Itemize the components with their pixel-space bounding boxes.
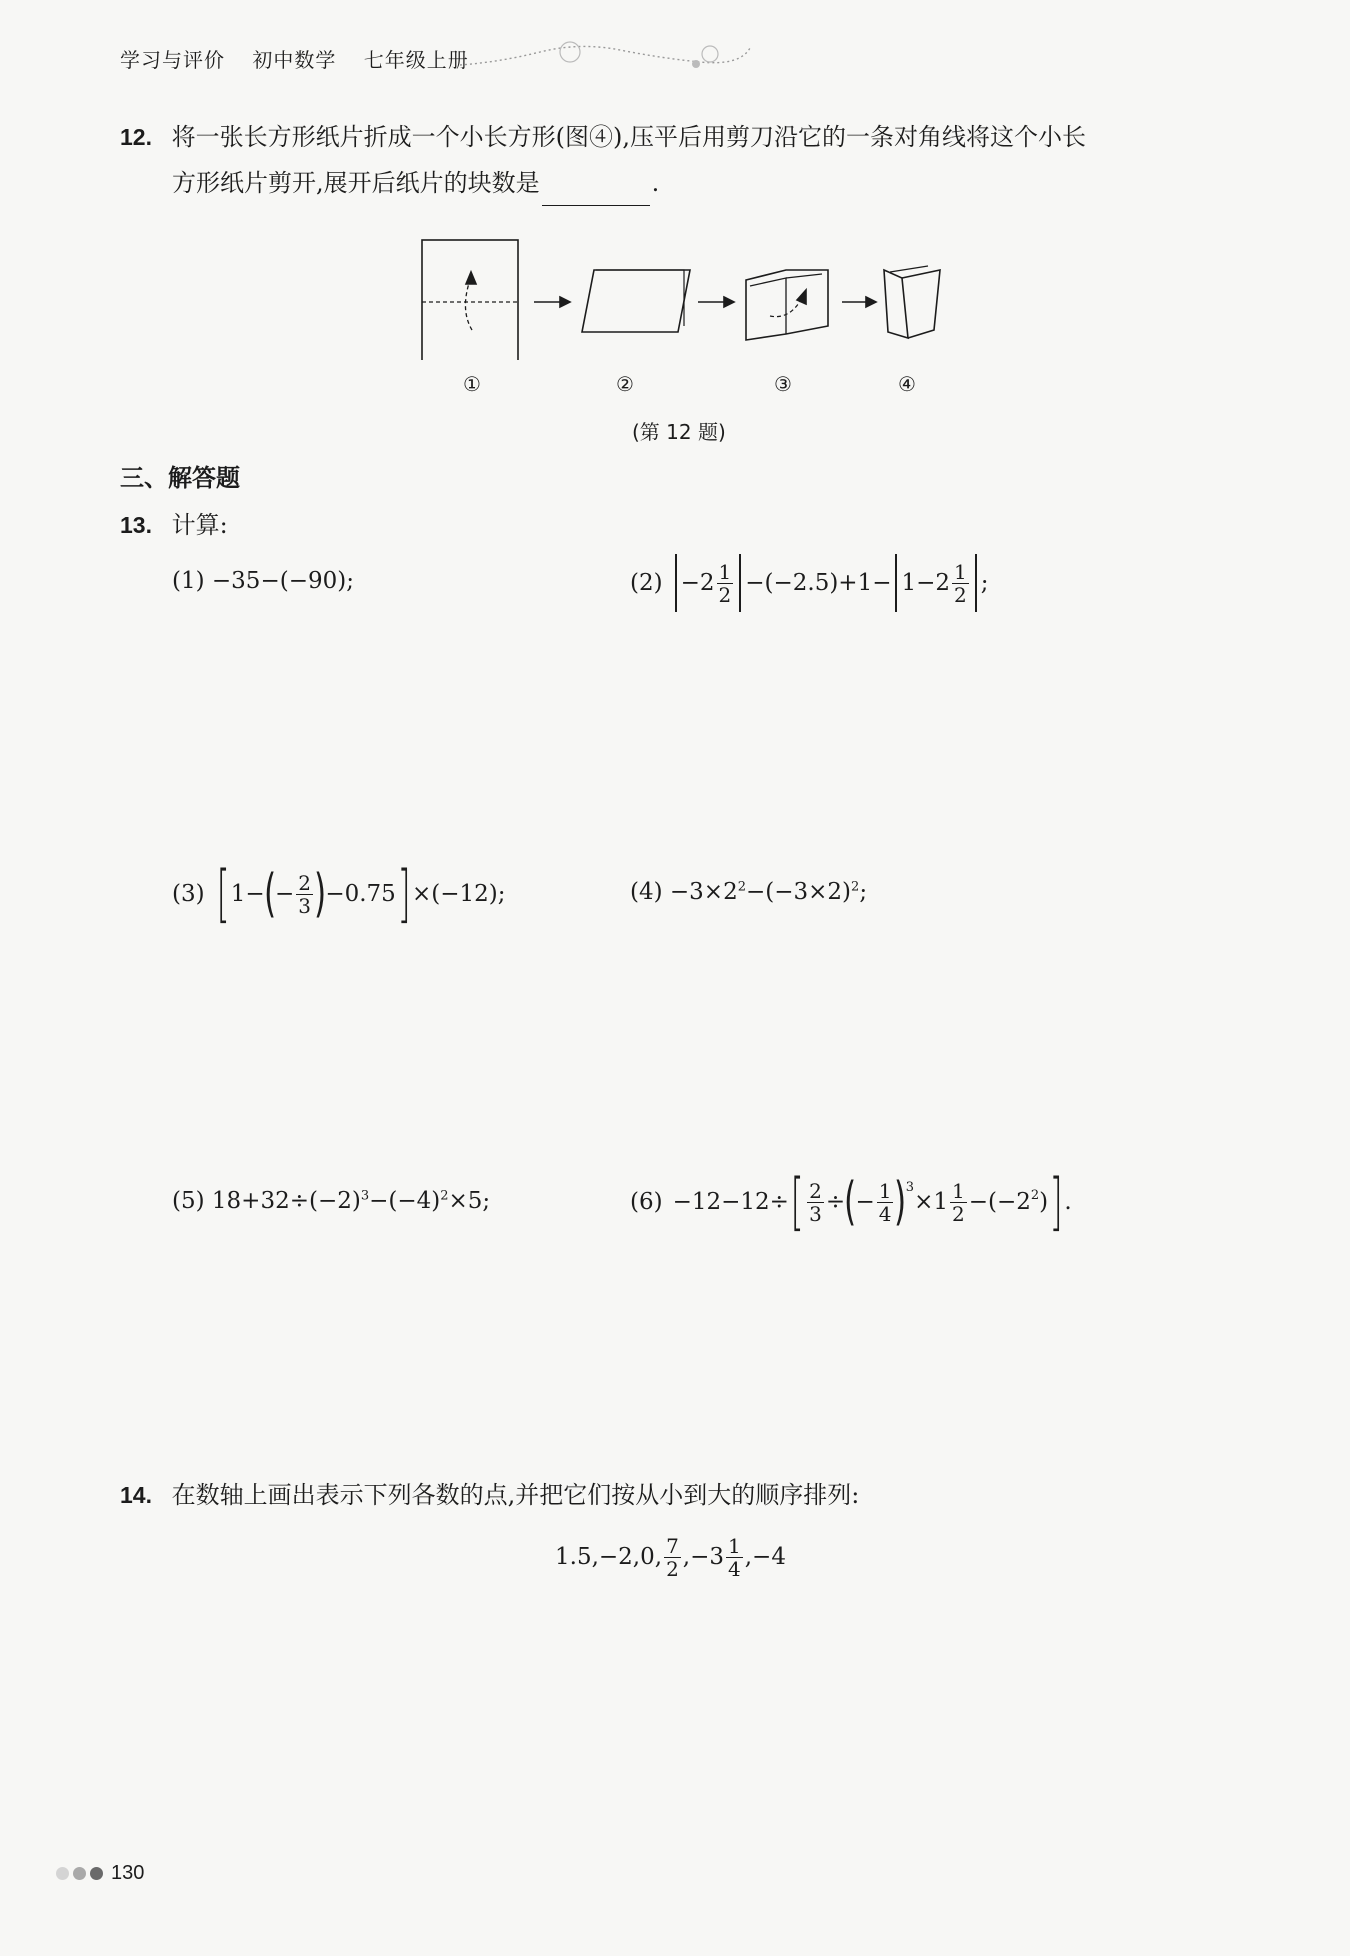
q12-figure <box>410 230 970 360</box>
q13-stem: 计算: <box>171 511 228 539</box>
q13-part5-label: (5) <box>172 1188 205 1214</box>
header-subject: 初中数学 <box>252 48 337 72</box>
q13-part2-label: (2) <box>630 570 663 596</box>
q12-end: . <box>651 169 660 197</box>
fig3-label: ③ <box>774 372 792 396</box>
q14 <box>120 1472 859 1518</box>
q12 <box>120 114 1086 160</box>
q13 <box>120 502 228 548</box>
section3-title: 三、解答题 <box>120 464 240 492</box>
fig4-shape <box>884 270 908 338</box>
header-book: 学习与评价 <box>120 48 225 72</box>
fraction: $\frac{1}{4}$ <box>728 1533 741 1581</box>
page-footer <box>56 1862 144 1885</box>
running-header <box>120 44 489 73</box>
fraction: $\frac{1}{4}$ <box>878 1178 892 1226</box>
q12-number: 12. <box>120 124 152 150</box>
fig4-label: ④ <box>898 372 916 396</box>
q13-part2: (2) −2 $\frac{1}{2}$ −(−2.5)+1− 1−2 $\frac{1}{2}$ ; <box>630 553 989 613</box>
q14-number: 14. <box>120 1482 152 1508</box>
q12-line1: 将一张长方形纸片折成一个小长方形(图④),压平后用剪刀沿它的一条对角线将这个小长 <box>171 123 1086 151</box>
fraction: $\frac{1}{2}$ <box>718 559 732 607</box>
footer-dot-icon <box>90 1867 103 1880</box>
page-number: 130 <box>111 1862 145 1884</box>
header-grade: 七年级上册 <box>363 48 469 72</box>
q13-number: 13. <box>120 512 152 538</box>
q13-part4-label: (4) <box>630 879 663 905</box>
q13-part1-label: (1) <box>172 568 205 594</box>
fig2-label: ② <box>616 372 634 396</box>
q12-line2-row <box>172 160 659 206</box>
fraction: $\frac{1}{2}$ <box>951 1178 965 1226</box>
fig1-label: ① <box>463 372 481 396</box>
q13-part4: $(4) -3\times 2^2-(-3\times 2)^2$; <box>630 879 868 905</box>
q13-part6-label: (6) <box>630 1189 663 1215</box>
fig2-shape <box>582 270 690 332</box>
q13-part5: (5) $18+32\div(-2)^3-(-4)^2\times 5$; <box>172 1188 491 1214</box>
fig1-rect <box>422 240 518 360</box>
q12-caption: (第 12 题) <box>632 420 726 444</box>
fig1-fold-arrow <box>465 280 472 330</box>
footer-dot-icon <box>56 1867 69 1880</box>
q13-part1-expr: −35−(−90); <box>211 568 354 594</box>
q13-part3-label: (3) <box>172 881 205 907</box>
header-decoration <box>460 40 760 70</box>
footer-dot-icon <box>73 1867 86 1880</box>
q12-answer-blank <box>542 177 650 206</box>
fraction: $\frac{2}{3}$ <box>809 1178 822 1226</box>
fraction: $\frac{1}{2}$ <box>954 559 967 607</box>
q13-part1 <box>172 568 354 594</box>
q13-part3: (3) [ 1− ( − $\frac{2}{3}$ ) −0.75 ] ×(−12); <box>172 857 506 930</box>
q14-stem: 在数轴上画出表示下列各数的点,并把它们按从小到大的顺序排列: <box>171 1481 860 1509</box>
q13-part6: (6) −12−12÷ [ $\frac{2}{3}$ ÷ ( − $\frac{1}{4}$ ) $^3$ ×1 $\frac{1}{2}$ −(−2 $^2$ ) ] . <box>630 1165 1072 1238</box>
fraction: $\frac{7}{2}$ <box>666 1533 679 1581</box>
q14-numbers: 1.5,−2,0, $\frac{7}{2}$ ,−3 $\frac{1}{4}$ ,−4 <box>555 1533 786 1581</box>
fraction: $\frac{2}{3}$ <box>298 870 312 918</box>
fig3-shape <box>746 270 828 340</box>
q12-line2: 方形纸片剪开,展开后纸片的块数是 <box>172 169 540 197</box>
fig1-arrow-head <box>466 272 476 284</box>
